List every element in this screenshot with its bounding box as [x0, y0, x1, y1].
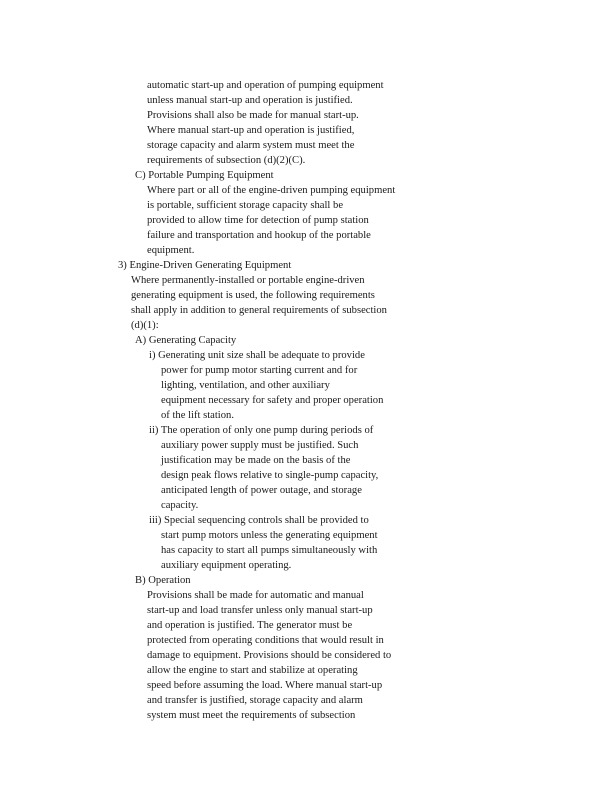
text-line: auxiliary power supply must be justified. Such [161, 440, 359, 451]
text-line: equipment necessary for safety and proper operation [161, 395, 384, 406]
text-line: has capacity to start all pumps simultaneously with [161, 545, 378, 556]
text-line: Where manual start-up and operation is justified, [147, 125, 355, 136]
section-heading: C) Portable Pumping Equipment [135, 170, 274, 181]
text-line: allow the engine to start and stabilize at operating [147, 665, 358, 676]
text-line: auxiliary equipment operating. [161, 560, 292, 571]
text-line: Where permanently-installed or portable engine-driven [131, 275, 365, 286]
text-line: justification may be made on the basis of the [161, 455, 351, 466]
text-line: equipment. [147, 245, 195, 256]
section-heading: B) Operation [135, 575, 191, 586]
text-line: is portable, sufficient storage capacity shall be [147, 200, 344, 211]
text-line: Where part or all of the engine-driven pumping equipment [147, 185, 396, 196]
list-item-start: iii) Special sequencing controls shall be provided to [149, 515, 369, 526]
text-line: storage capacity and alarm system must meet the [147, 140, 355, 151]
text-line: start-up and load transfer unless only manual start-up [147, 605, 373, 616]
text-line: shall apply in addition to general requirements of subsection [131, 305, 387, 316]
text-line: damage to equipment. Provisions should be considered to [147, 650, 392, 661]
text-line: requirements of subsection (d)(2)(C). [147, 155, 306, 166]
text-line: and operation is justified. The generator must be [147, 620, 353, 631]
text-line: of the lift station. [161, 410, 234, 421]
text-line: system must meet the requirements of subsection [147, 710, 356, 721]
list-item-start: i) Generating unit size shall be adequate to provide [149, 350, 365, 361]
text-line: start pump motors unless the generating equipment [161, 530, 378, 541]
text-line: protected from operating conditions that would result in [147, 635, 384, 646]
text-line: automatic start-up and operation of pumping equipment [147, 80, 384, 91]
text-line: (d)(1): [131, 320, 159, 331]
section-heading: 3) Engine-Driven Generating Equipment [118, 260, 292, 271]
text-line: provided to allow time for detection of pump station [147, 215, 369, 226]
text-line: design peak flows relative to single-pump capacity, [161, 470, 379, 481]
list-item-start: ii) The operation of only one pump during periods of [149, 425, 374, 436]
text-line: speed before assuming the load. Where manual start-up [147, 680, 383, 691]
text-line: power for pump motor starting current and for [161, 365, 358, 376]
section-heading: A) Generating Capacity [135, 335, 237, 346]
text-line: failure and transportation and hookup of the portable [147, 230, 371, 241]
text-line: capacity. [161, 500, 199, 511]
text-line: generating equipment is used, the following requirements [131, 290, 375, 301]
text-line: anticipated length of power outage, and storage [161, 485, 362, 496]
text-line: lighting, ventilation, and other auxiliary [161, 380, 330, 391]
text-line: Provisions shall be made for automatic and manual [147, 590, 364, 601]
text-line: Provisions shall also be made for manual start-up. [147, 110, 359, 121]
text-line: and transfer is justified, storage capacity and alarm [147, 695, 363, 706]
text-line: unless manual start-up and operation is justified. [147, 95, 353, 106]
